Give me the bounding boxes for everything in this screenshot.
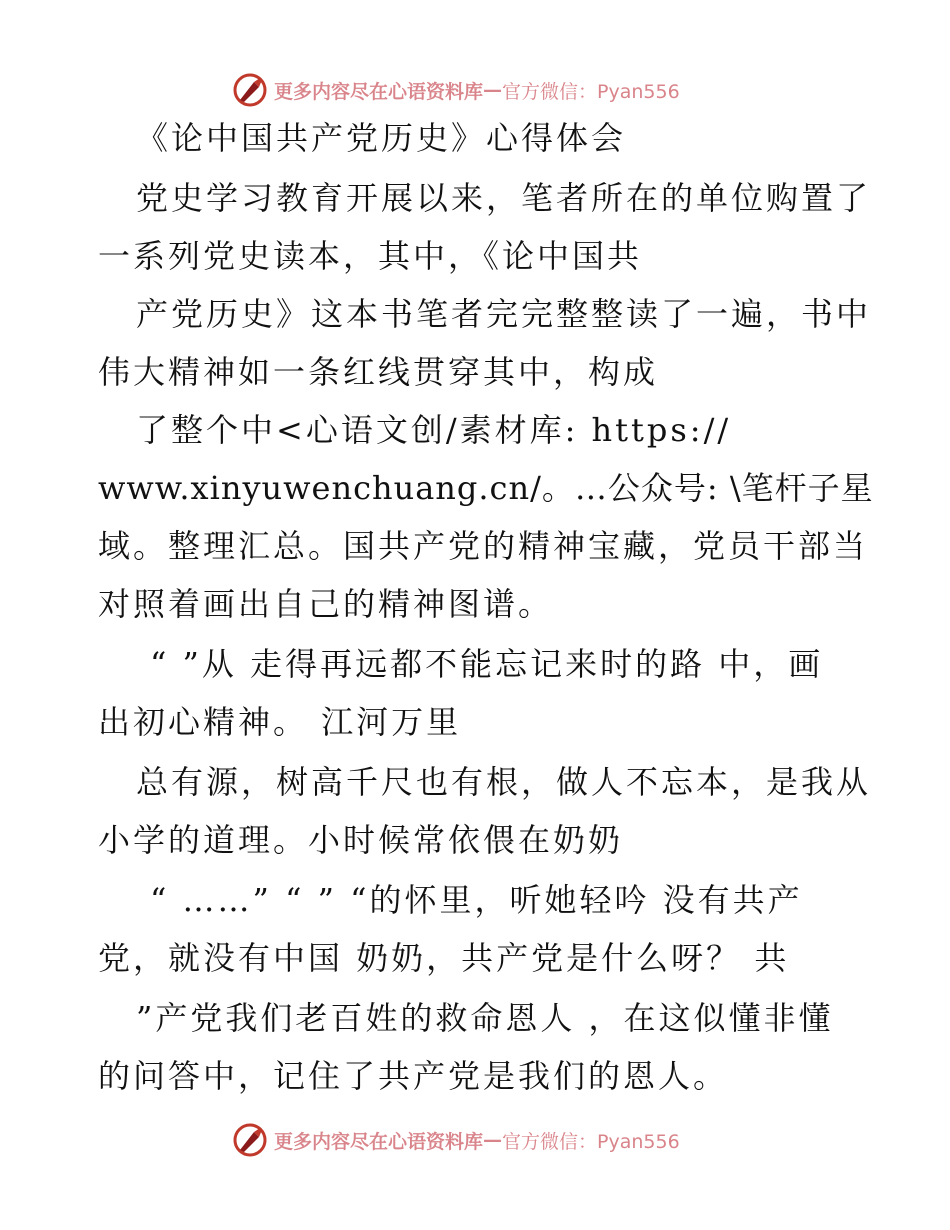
banner-title: 更多内容尽在心语资料库 <box>274 80 484 103</box>
paragraph-line: 总有源，树高千尺也有根，做人不忘本，是我从 <box>136 763 872 801</box>
banner-contact: 官方微信：Pyan556 <box>502 80 680 103</box>
paragraph-line: www.xinyuwenchuang.cn/。…公众号: \笔杆子星 <box>98 469 874 507</box>
banner-title: 更多内容尽在心语资料库 <box>274 1130 484 1153</box>
paragraph-line: 伟大精神如一条红线贯穿其中，构成 <box>98 353 659 391</box>
pen-nib-logo-icon <box>232 72 268 108</box>
paragraph-line: 的问答中，记住了共产党是我们的恩人。 <box>98 1057 729 1095</box>
paragraph-line: “ ”从 走得再远都不能忘记来时的路 中，画 <box>150 645 824 683</box>
paragraph-line: 一系列党史读本，其中，《论中国共 <box>98 237 643 275</box>
document-title: 《论中国共产党历史》心得体会 <box>136 119 627 157</box>
banner-contact: 官方微信：Pyan556 <box>502 1130 680 1153</box>
paragraph-line: 了整个中<心语文创/素材库: https:// <box>136 411 732 449</box>
paragraph-line: 出初心精神。 江河万里 <box>98 703 462 741</box>
paragraph-line: 域。整理汇总。国共产党的精神宝藏，党员干部当 <box>98 527 869 565</box>
paragraph-line: “ ……” “ ” “的怀里，听她轻吟 没有共产 <box>150 881 803 919</box>
paragraph-line: 党，就没有中国 奶奶，共产党是什么呀？ 共 <box>98 939 790 977</box>
paragraph-line: 对照着画出自己的精神图谱。 <box>98 585 554 623</box>
paragraph-line: 小学的道理。小时候常依偎在奶奶 <box>98 821 624 859</box>
banner-dash: — <box>483 1129 503 1151</box>
header-banner <box>232 72 680 108</box>
paragraph-line: 党史学习教育开展以来，笔者所在的单位购置了 <box>136 179 872 217</box>
paragraph-line: ”产党我们老百姓的救命恩人 ，在这似懂非懂 <box>136 999 834 1037</box>
paragraph-line: 产党历史》这本书笔者完完整整读了一遍，书中 <box>136 295 872 333</box>
banner-dash: — <box>483 79 503 101</box>
pen-nib-logo-icon <box>232 1122 268 1158</box>
footer-banner <box>232 1122 680 1158</box>
